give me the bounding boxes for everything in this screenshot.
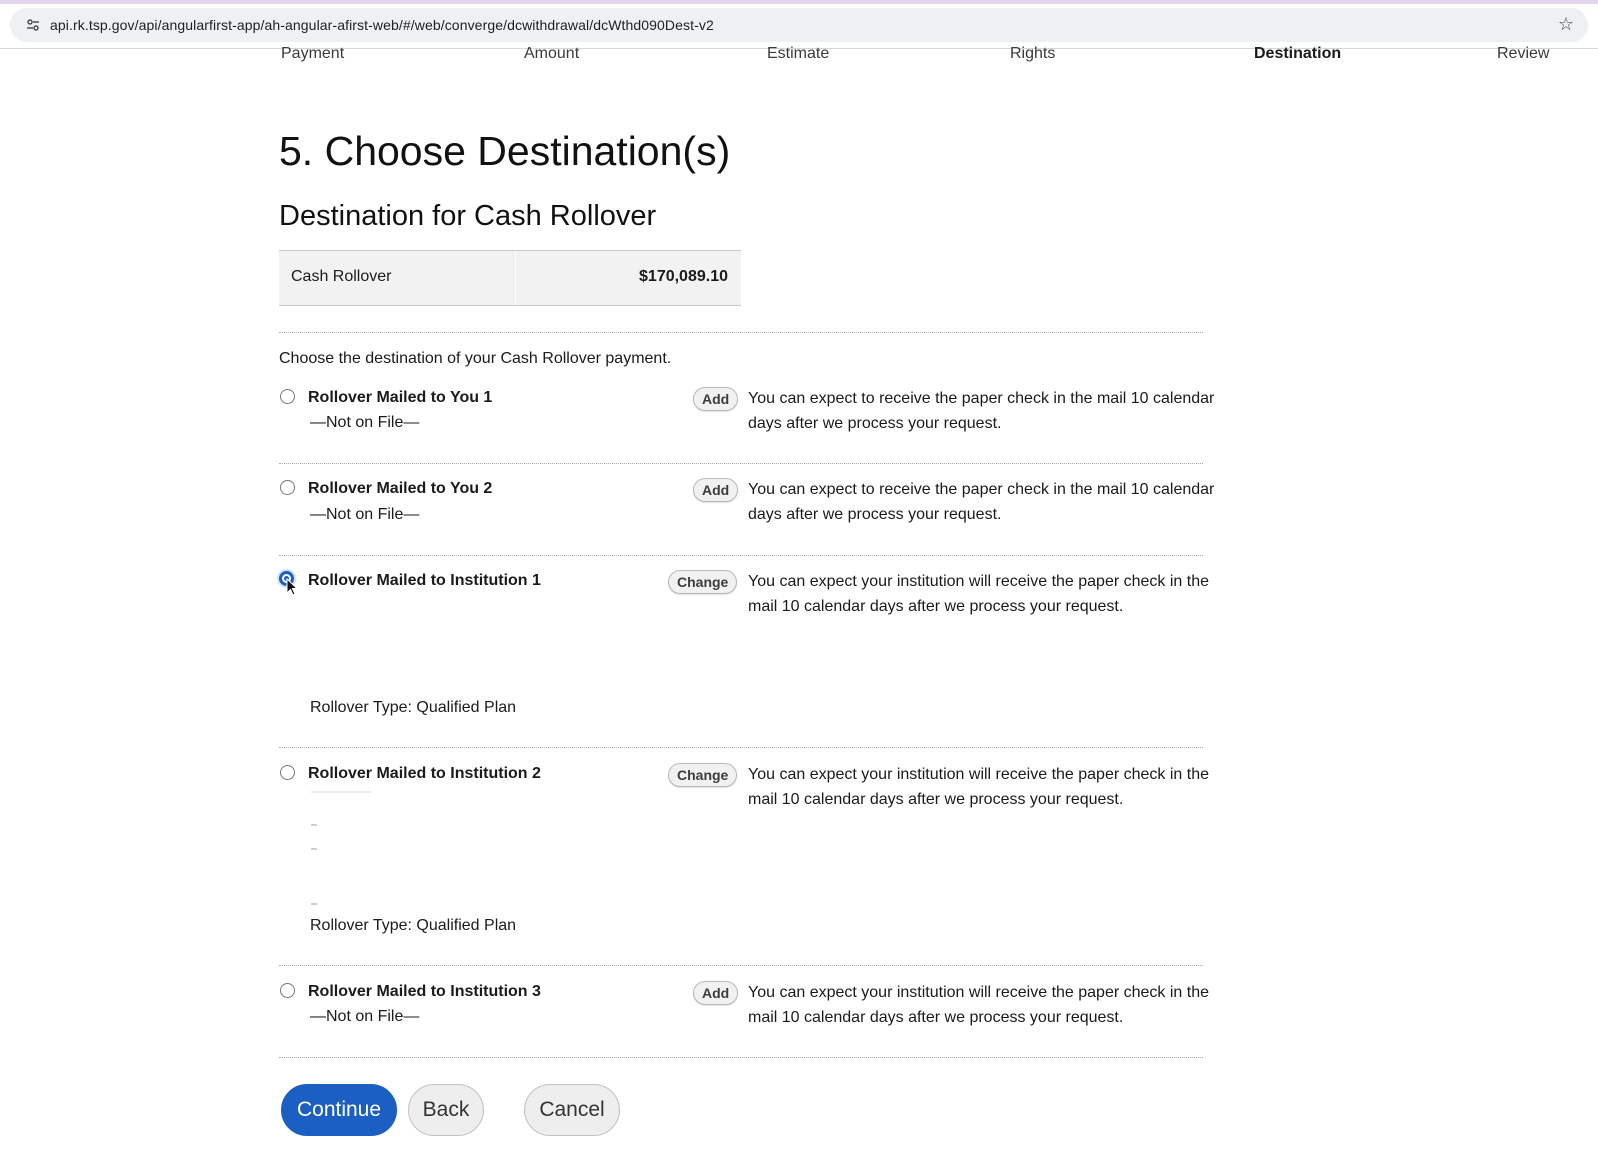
step-amount: Amount (524, 45, 580, 62)
mouse-cursor-icon (286, 578, 298, 599)
radio-mailed-to-you-1[interactable] (280, 389, 295, 404)
redacted-text (311, 848, 317, 850)
address-bar[interactable] (10, 8, 1588, 42)
option-title: Rollover Mailed to Institution 3 (308, 983, 541, 1000)
add-button[interactable]: Add (693, 387, 738, 411)
option-description: You can expect your institution will receive the paper check in the mail 10 calendar days after we process your request. (748, 573, 1210, 615)
browser-accent-line (0, 0, 1598, 4)
radio-mailed-to-institution-3[interactable] (280, 983, 295, 998)
option-title: Rollover Mailed to Institution 2 (308, 765, 541, 782)
summary-divider (515, 251, 516, 305)
divider (279, 555, 1203, 556)
site-settings-icon[interactable] (16, 17, 50, 33)
option-description: You can expect to receive the paper check in the mail 10 calendar days after we process your request. (748, 481, 1215, 523)
back-button[interactable]: Back (408, 1084, 484, 1136)
url-text[interactable]: api.rk.tsp.gov/api/angularfirst-app/ah-angular-afirst-web/#/web/converge/dcwithdrawal/dcWthd090Dest-v2 (50, 17, 714, 33)
rollover-type: Rollover Type: Qualified Plan (310, 699, 517, 716)
add-button[interactable]: Add (693, 478, 738, 502)
option-title: Rollover Mailed to You 2 (308, 480, 493, 497)
cancel-button[interactable]: Cancel (524, 1084, 620, 1136)
option-title: Rollover Mailed to You 1 (308, 389, 493, 406)
divider (279, 463, 1203, 464)
divider (279, 747, 1203, 748)
option-status: —Not on File— (310, 1008, 420, 1025)
instruction-text: Choose the destination of your Cash Rollover payment. (279, 350, 672, 367)
option-description: You can expect to receive the paper check in the mail 10 calendar days after we process your request. (748, 390, 1215, 432)
option-status: —Not on File— (310, 414, 420, 431)
option-description: You can expect your institution will receive the paper check in the mail 10 calendar days after we process your request. (748, 984, 1210, 1026)
divider (279, 1057, 1203, 1058)
option-description: You can expect your institution will receive the paper check in the mail 10 calendar days after we process your request. (748, 766, 1210, 808)
radio-mailed-to-institution-2[interactable] (280, 765, 295, 780)
option-status: —Not on File— (310, 506, 420, 523)
divider (279, 965, 1203, 966)
change-button[interactable]: Change (668, 570, 737, 594)
step-destination: Destination (1254, 45, 1342, 62)
change-button[interactable]: Change (668, 763, 737, 787)
add-button[interactable]: Add (693, 981, 738, 1005)
rollover-type: Rollover Type: Qualified Plan (310, 917, 517, 934)
cash-rollover-summary (279, 250, 741, 306)
summary-label: Cash Rollover (291, 268, 392, 285)
section-title: Destination for Cash Rollover (279, 200, 657, 232)
step-estimate: Estimate (767, 45, 830, 62)
redacted-text (311, 824, 317, 826)
step-review: Review (1497, 45, 1550, 62)
step-payment: Payment (281, 45, 345, 62)
redacted-text (311, 903, 317, 905)
divider (279, 332, 1203, 333)
option-title: Rollover Mailed to Institution 1 (308, 572, 541, 589)
summary-amount: $170,089.10 (639, 268, 728, 285)
bookmark-star-icon[interactable]: ☆ (1557, 14, 1574, 34)
redacted-text (311, 791, 371, 793)
page-title: 5. Choose Destination(s) (279, 128, 731, 174)
step-rights: Rights (1010, 45, 1056, 62)
continue-button[interactable]: Continue (281, 1084, 397, 1136)
radio-mailed-to-you-2[interactable] (280, 480, 295, 495)
